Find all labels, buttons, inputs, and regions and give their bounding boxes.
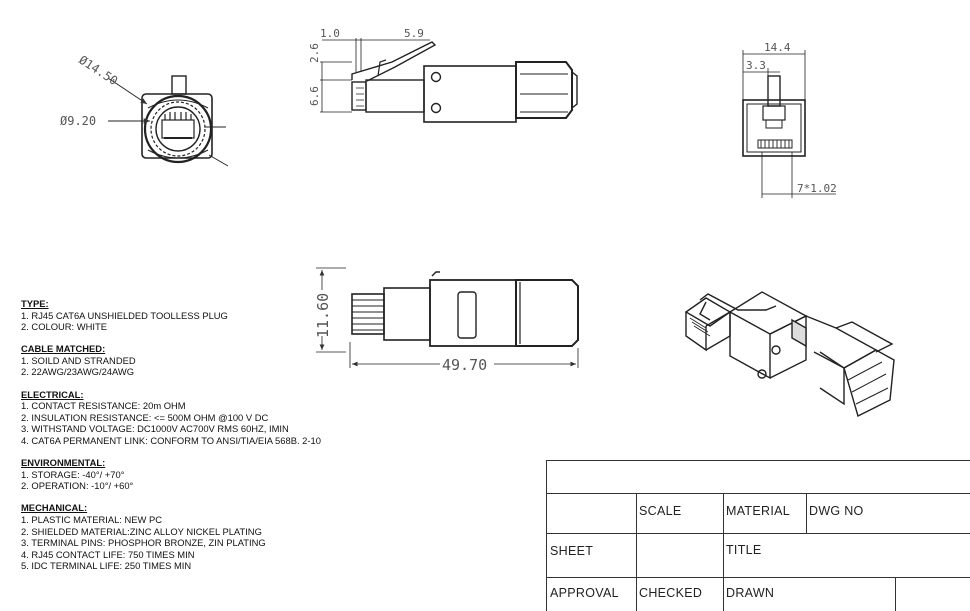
spec-item: 5. IDC TERMINAL LIFE: 250 TIMES MIN xyxy=(21,560,192,572)
drawn-label: DRAWN xyxy=(726,586,775,600)
spec-heading: TYPE: xyxy=(21,298,49,309)
spec-item: 2. INSULATION RESISTANCE: <= 500M OHM @100 V DC xyxy=(21,411,269,423)
material-label: MATERIAL xyxy=(726,504,790,518)
scale-label: SCALE xyxy=(639,504,682,518)
spec-item: 1. SOILD AND STRANDED xyxy=(21,354,136,366)
dim-side-h1: 2.6 xyxy=(308,43,321,63)
spec-heading: MECHANICAL: xyxy=(21,502,88,514)
spec-item: 1. PLASTIC MATERIAL: NEW PC xyxy=(21,513,162,525)
dim-side-top-right: 5.9 xyxy=(404,27,424,40)
title-label: TITLE xyxy=(726,543,762,557)
front-view xyxy=(743,50,836,198)
approval-label: APPROVAL xyxy=(550,586,619,600)
end-view xyxy=(108,76,228,166)
spec-item: 3. WITHSTAND VOLTAGE: DC1000V AC700V RMS 60HZ, IMIN xyxy=(21,423,289,435)
dim-front-width: 14.4 xyxy=(764,41,791,54)
dim-dia-inner: Ø9.20 xyxy=(60,114,97,128)
spec-section xyxy=(21,502,441,572)
dim-front-inner: 3.3 xyxy=(746,59,766,72)
spec-item: 2. OPERATION: -10°/ +60° xyxy=(21,480,134,492)
spec-item: 2. 22AWG/23AWG/24AWG xyxy=(21,366,135,378)
spec-section xyxy=(21,298,441,333)
dwg-no-label: DWG NO xyxy=(809,504,864,518)
checked-label: CHECKED xyxy=(639,586,703,600)
spec-section xyxy=(21,389,441,447)
spec-heading: ENVIRONMENTAL: xyxy=(21,457,106,469)
title-block xyxy=(546,460,970,611)
spec-item: 2. SHIELDED MATERIAL:ZINC ALLOY NICKEL PLATING xyxy=(21,525,262,537)
dim-side-top-left: 1.0 xyxy=(320,27,340,40)
side-view xyxy=(320,38,577,122)
spec-item: 3. TERMINAL PINS: PHOSPHOR BRONZE, ZIN PLATING xyxy=(21,537,266,549)
dim-side-h2: 6.6 xyxy=(308,86,321,106)
spec-notes xyxy=(21,298,441,582)
spec-item: 4. RJ45 CONTACT LIFE: 750 TIMES MIN xyxy=(21,548,195,560)
dim-bottom-length: 49.70 xyxy=(442,356,488,374)
spec-item: 1. STORAGE: -40°/ +70° xyxy=(21,468,125,480)
spec-item: 4. CAT6A PERMANENT LINK: CONFORM TO ANSI/TIA/EIA 568B. 2-10 xyxy=(21,434,321,446)
spec-item: 1. CONTACT RESISTANCE: 20m OHM xyxy=(21,400,186,412)
spec-heading: ELECTRICAL: xyxy=(21,388,84,400)
spec-heading: CABLE MATCHED: xyxy=(21,343,106,355)
isometric-view xyxy=(686,292,894,416)
dim-dia-outer: Ø14.50 xyxy=(76,52,121,89)
spec-section xyxy=(21,457,441,492)
sheet-label: SHEET xyxy=(550,544,594,558)
dim-front-pitch: 7*1.02 xyxy=(797,182,837,195)
spec-item: 1. RJ45 CAT6A UNSHIELDED TOOLLESS PLUG xyxy=(21,309,228,321)
spec-section xyxy=(21,343,441,378)
dim-bottom-height: 11.60 xyxy=(314,292,332,338)
spec-item: 2. COLOUR: WHITE xyxy=(21,321,107,333)
